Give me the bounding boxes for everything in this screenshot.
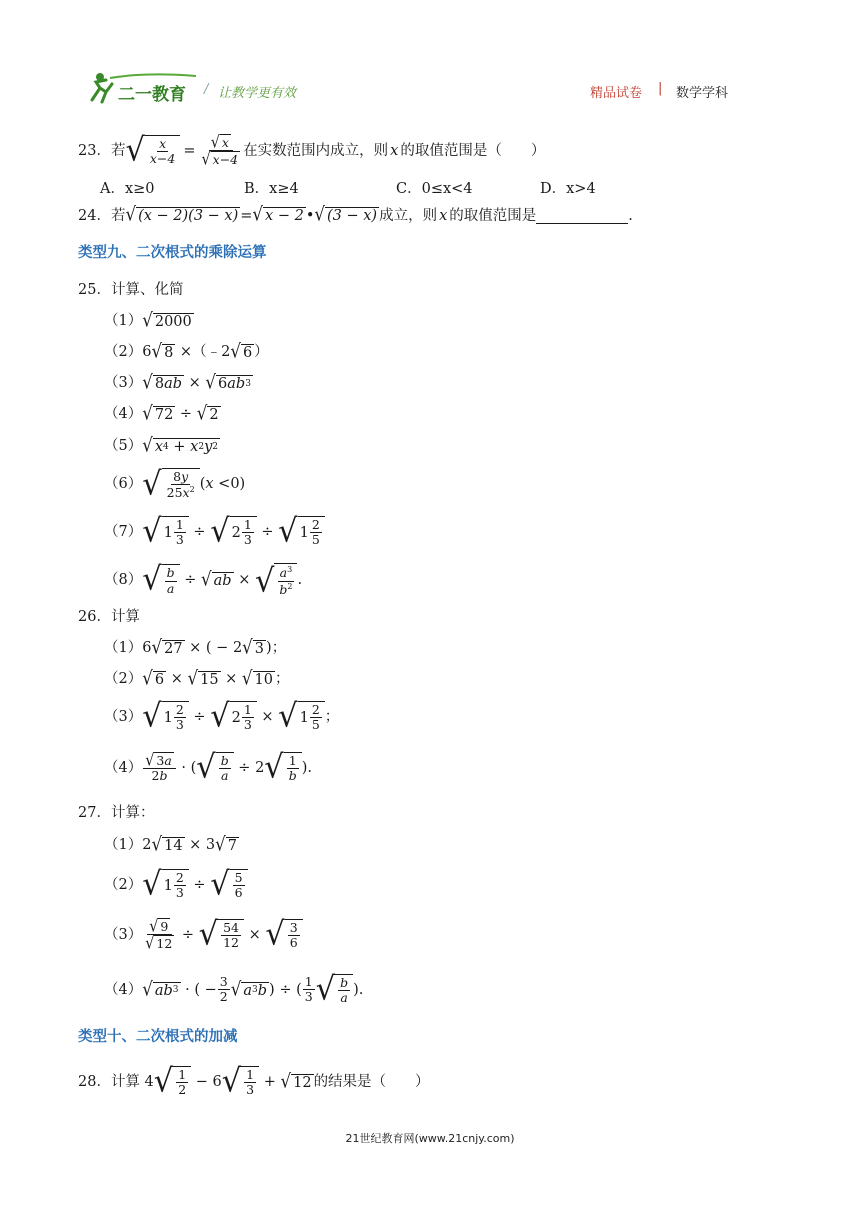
header-label-subject: 数学学科 (676, 86, 729, 101)
q25-item-3: （3） √ 8 ab × √ 6 ab 3 (104, 371, 251, 394)
q26-item-2: （2） √ 6 × √ 15 × √ 10 ； (104, 667, 290, 690)
q25-item-7: （7） √ 1 $\frac{1}{3}$ ÷ √ 2 $\frac{1}{3}$ ÷ √ 1 $\frac{2}{5}$ (104, 516, 325, 548)
q23-number: 23．若 (78, 142, 126, 159)
section-heading-10: 类型十、二次根式的加减 (78, 1029, 238, 1045)
q23-sqrt: √ $\frac{x}{x-4}$ (125, 135, 180, 167)
q23-tail: 在实数范围内成立，则 (243, 142, 389, 159)
header-label-boutique: 精品试卷 (590, 86, 643, 101)
logo-slash: / (204, 82, 209, 97)
q25-item-4: （4） √ 72 ÷ √ 2 (104, 402, 219, 425)
q23-option-d: D．x>4 (540, 181, 596, 197)
q27-item-1: （1） 2 √ 14 × 3 √ 7 (104, 833, 237, 856)
q23-option-a: A．x≥0 (100, 181, 155, 197)
q23-option-c: C．0≤x<4 (396, 181, 473, 197)
q27-item-2: （2） √ 1 $\frac{2}{3}$ ÷ √ $\frac{5}{6}$ (104, 869, 248, 901)
q26-item-1: （1） 6 √ 27 × ( − 2 √ 3 )； (104, 636, 287, 659)
question-24: 24．若 √ (x − 2)(3 − x) = √ x − 2 • √ (3 − x) 成立，则 x 的取值范围是 . (78, 203, 633, 226)
q25-item-5: （5） √ x 4 + x 2 y 2 (104, 434, 219, 457)
header-separator: | (658, 81, 663, 96)
logo-slogan: 让教学更有效 (218, 86, 297, 101)
q26-item-3: （3） √ 1 $\frac{2}{3}$ ÷ √ 2 $\frac{1}{3}$ × √ 1 $\frac{2}{5}$ ； (104, 698, 340, 736)
q27-item-3: （3） √ 9 √ 12 ÷ √ $\frac{54}{12}$ × √ $\frac{3}{6}$ (104, 918, 303, 952)
answer-blank (536, 209, 628, 224)
q26-title: 26．计算 (78, 609, 140, 625)
page-footer: 21世纪教育网(www.21cnjy.com) (345, 1132, 515, 1145)
q27-item-4: （4） √ ab 3 · ( − $\frac{3}{2}$ √ a 3 b ) ÷ ( $\frac{1}{3}$ √ $\frac{b}{a}$ ). (104, 971, 364, 1009)
q23-option-b: B．x≥4 (244, 181, 299, 197)
q25-item-2: （2） 6 √ 8 ×（﹣2 √ 6 ） (104, 340, 269, 363)
question-28: 28．计算 4 √ $\frac{1}{2}$ − 6 √ $\frac{1}{3}$ + √ 12 的结果是（ ） (78, 1063, 430, 1101)
q25-item-1: （1） √ 2000 (104, 309, 192, 332)
q25-item-6: （6） √ $\frac{8y}{25x^2}$ ( x <0) (104, 466, 246, 504)
q27-title: 27．计算： (78, 805, 155, 821)
question-23: 23．若 √ $\frac{x}{x-4}$ = √ x √ x−4 在实数范围内成立，则 x 的取值范围是（ ） (78, 132, 546, 170)
q26-item-4: （4） √ 3 a 2b · ( √ $\frac{b}{a}$ ÷ 2 √ $\frac{1}{b}$ ). (104, 749, 312, 787)
section-heading-9: 类型九、二次根式的乘除运算 (78, 245, 267, 261)
q25-title: 25．计算、化简 (78, 282, 184, 298)
logo-text: 二一教育 (118, 85, 186, 105)
q25-item-8: （8） √ $\frac{b}{a}$ ÷ √ ab × √ $\frac{a^3}{b^2}$ . (104, 561, 303, 600)
